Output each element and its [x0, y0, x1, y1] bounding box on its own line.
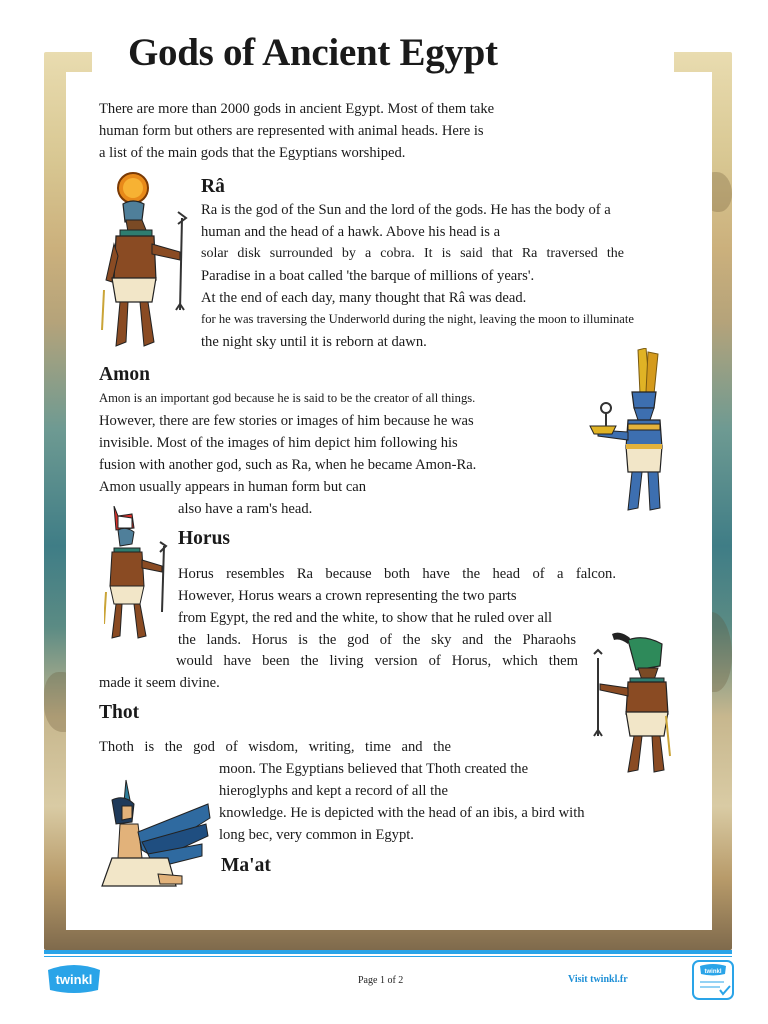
amon-line: However, there are few stories or images of him because he was — [99, 413, 474, 429]
horus-line: made it seem divine. — [99, 675, 220, 691]
amon-line: also have a ram's head. — [178, 501, 313, 517]
intro-line: a list of the main gods that the Egyptians worshiped. — [99, 145, 406, 161]
intro-line: There are more than 2000 gods in ancient Egypt. Most of them take — [99, 101, 495, 117]
page-title: Gods of Ancient Egypt — [128, 31, 498, 74]
visit-link[interactable]: Visit twinkl.fr — [568, 974, 628, 985]
thot-line: long bec, very common in Egypt. — [219, 827, 414, 843]
amon-line: fusion with another god, such as Ra, when he became Amon-Ra. — [99, 457, 477, 473]
amon-line: invisible. Most of the images of him depict him following his — [99, 435, 458, 451]
amon-figure-illustration — [588, 348, 680, 514]
thot-line: knowledge. He is depicted with the head of an ibis, a bird with — [219, 805, 585, 821]
twinkl-logo-icon[interactable] — [44, 960, 104, 996]
page-number: Page 1 of 2 — [358, 975, 404, 986]
maat-figure-illustration — [98, 778, 214, 894]
ra-heading: Râ — [201, 176, 225, 197]
ra-line: solar disk surrounded by a cobra. It is said that Ra traversed the — [201, 246, 624, 261]
horus-line: Horus resembles Ra because both have the head of a falcon. — [178, 566, 616, 582]
thot-line: moon. The Egyptians believed that Thoth created the — [219, 761, 529, 777]
footer-divider — [44, 950, 732, 954]
thot-line: hieroglyphs and kept a record of all the — [219, 783, 448, 799]
maat-heading: Ma'at — [221, 855, 271, 876]
logo-text: twinkl — [55, 972, 93, 987]
amon-line: Amon is an important god because he is said to be the creator of all things. — [99, 391, 476, 405]
ra-figure-illustration — [98, 170, 193, 352]
ra-line: for he was traversing the Underworld during the night, leaving the moon to illuminate — [201, 312, 634, 326]
badge-text: twinkl — [704, 969, 722, 975]
horus-line: would have been the living version of Horus, which them — [176, 653, 578, 669]
quality-badge-icon — [690, 958, 736, 1002]
intro-line: human form but others are represented with animal heads. Here is — [99, 123, 484, 139]
horus-figure-illustration — [104, 506, 170, 644]
horus-line: However, Horus wears a crown representing the two parts — [178, 588, 517, 604]
amon-heading: Amon — [99, 364, 150, 385]
ra-line: At the end of each day, many thought that Râ was dead. — [201, 290, 527, 306]
footer-divider-thin — [44, 956, 732, 957]
amon-line: Amon usually appears in human form but can — [99, 479, 367, 495]
thot-figure-illustration — [590, 632, 676, 776]
horus-heading: Horus — [178, 528, 231, 549]
horus-line: from Egypt, the red and the white, to show that he ruled over all — [178, 610, 553, 626]
ra-line: Paradise in a boat called 'the barque of millions of years'. — [201, 268, 535, 284]
thot-line: Thoth is the god of wisdom, writing, time and the — [99, 739, 451, 755]
ra-line: the night sky until it is reborn at dawn. — [201, 334, 427, 350]
ra-line: Ra is the god of the Sun and the lord of the gods. He has the body of a — [201, 202, 611, 218]
thot-heading: Thot — [99, 702, 140, 723]
horus-line: the lands. Horus is the god of the sky and the Pharaohs — [178, 632, 576, 648]
ra-line: human and the head of a hawk. Above his head is a — [201, 224, 501, 240]
